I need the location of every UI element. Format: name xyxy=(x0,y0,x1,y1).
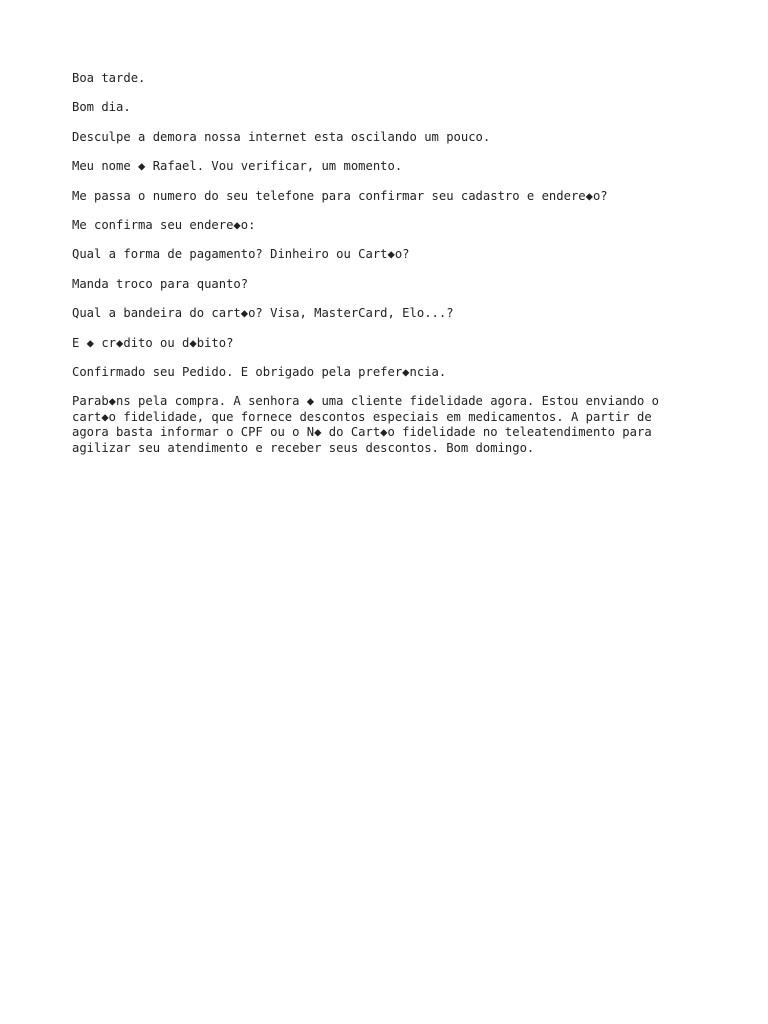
line-apology: Desculpe a demora nossa internet esta oscilando um pouco. xyxy=(72,129,491,144)
document-page xyxy=(72,71,692,470)
line-loyalty-message: Parab◆ns pela compra. A senhora ◆ uma cliente fidelidade agora. Estou enviando o cart◆o fidelidade, que fornece descontos especiais em medicamentos. A partir de agora basta informar o CPF ou o N◆ do Cart◆o fidelidade no teleatendimento para agilizar seu atendimento e receber seus descontos. Bom domingo. xyxy=(72,394,659,455)
line-change-amount: Manda troco para quanto? xyxy=(72,276,249,291)
line-credit-debit: E ◆ cr◆dito ou d◆bito? xyxy=(72,335,234,350)
line-order-confirmed: Confirmado seu Pedido. E obrigado pela prefer◆ncia. xyxy=(72,365,447,380)
line-greeting-afternoon: Boa tarde. xyxy=(72,71,146,85)
line-payment-method: Qual a forma de pagamento? Dinheiro ou Cart◆o? xyxy=(72,247,410,262)
line-card-brand: Qual a bandeira do cart◆o? Visa, MasterCard, Elo...? xyxy=(72,306,454,321)
line-address-confirm: Me confirma seu endere◆o: xyxy=(72,218,256,233)
line-greeting-morning: Bom dia. xyxy=(72,100,131,115)
line-phone-request: Me passa o numero do seu telefone para confirmar seu cadastro e endere◆o? xyxy=(72,188,608,203)
line-introduction: Meu nome ◆ Rafael. Vou verificar, um momento. xyxy=(72,159,403,174)
